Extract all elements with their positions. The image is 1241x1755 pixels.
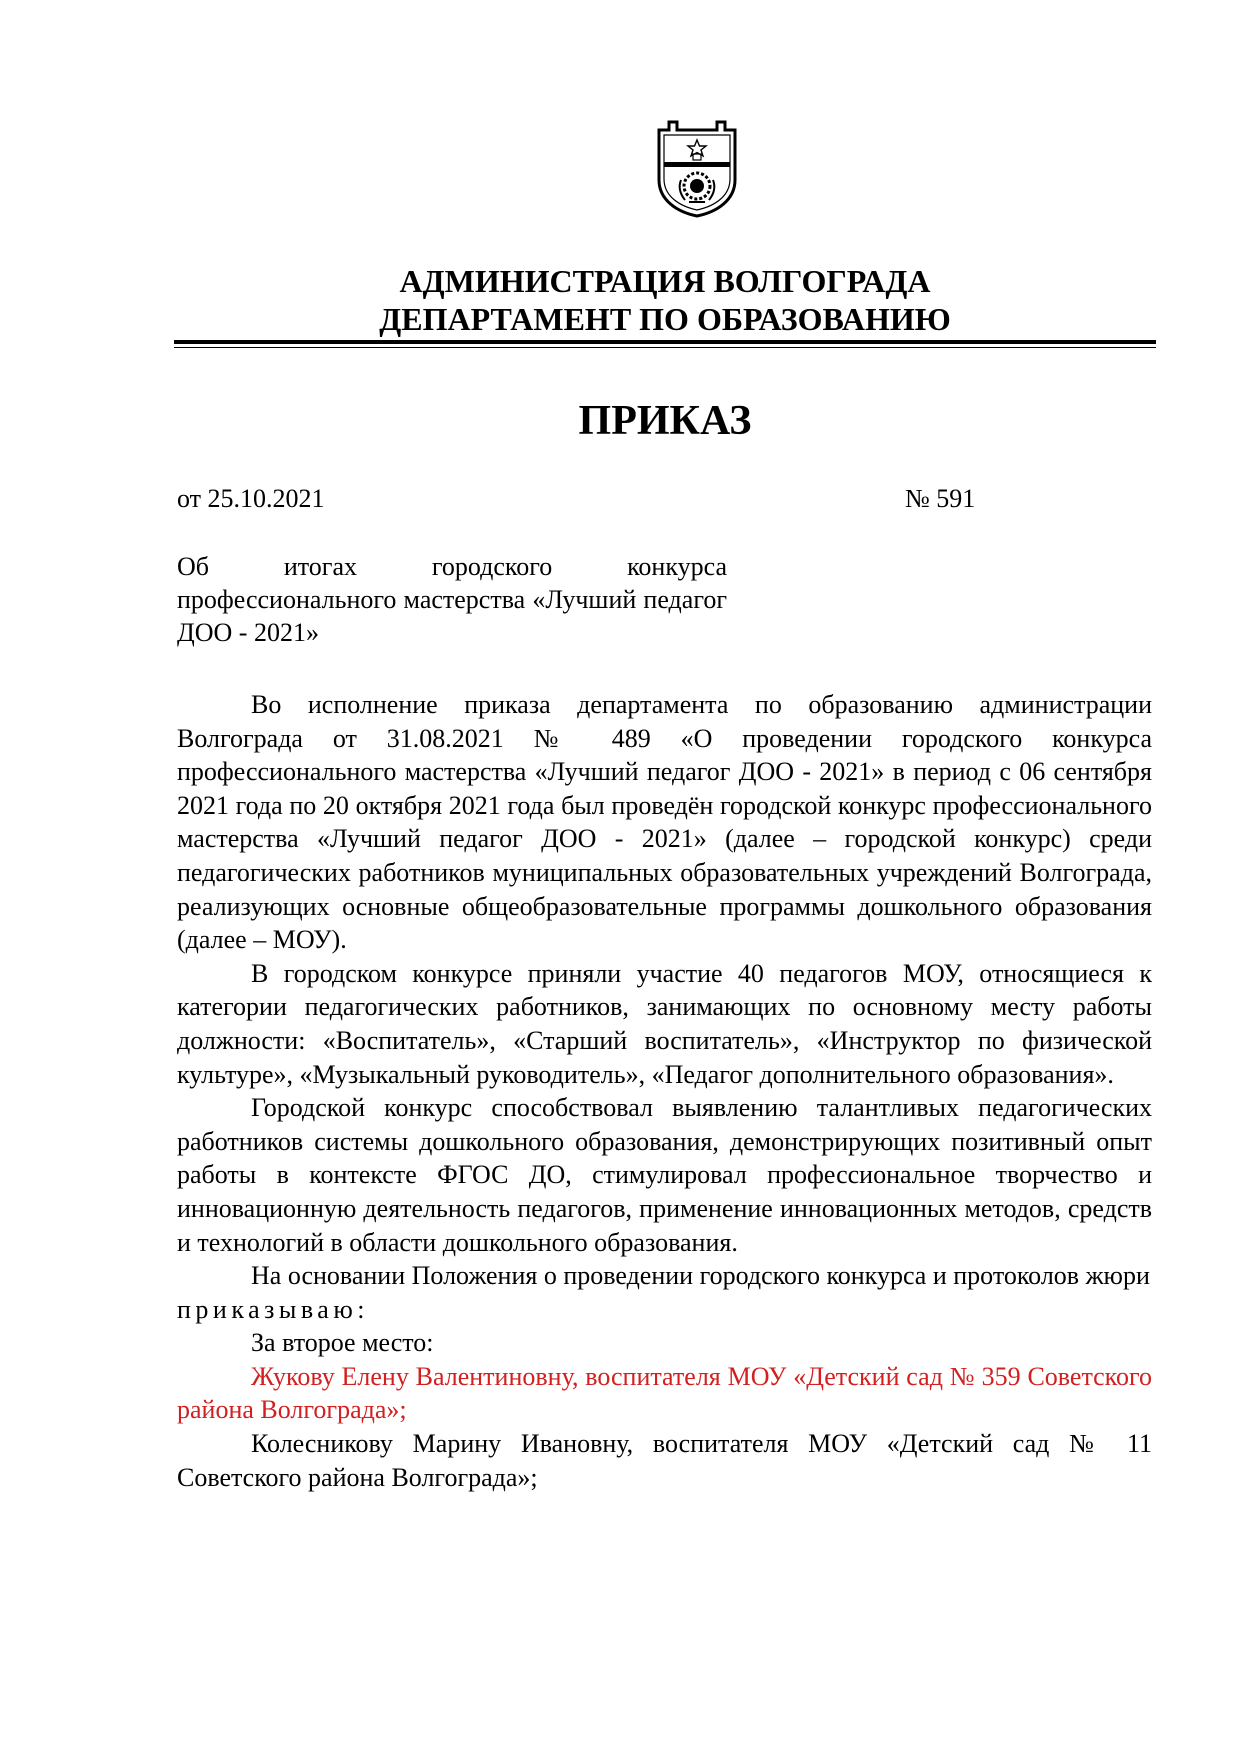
place-heading: За второе место: [251,1328,434,1358]
document-number: № 591 [905,484,976,513]
document-body [177,688,1152,1494]
winner-2: Колесникову Марину Ивановну, воспитателя МОУ «Детский сад № 11 Советского района Волгограда»; [177,1429,1152,1492]
winner-1: Жукову Елену Валентиновну, воспитателя МОУ «Детский сад № 359 Советского района Волгограда»; [177,1361,1152,1425]
header-department: ДЕПАРТАМЕНТ ПО ОБРАЗОВАНИЮ [379,301,951,337]
order-word: приказываю: [177,1294,369,1324]
volgograd-coat-of-arms-icon [655,118,739,218]
header-rule-thin [174,347,1156,348]
body-paragraph-3: Городской конкурс способствовал выявлению талантливых педагогических работников системы дошкольного образования, демонстрирующих позитивный опыт работы в контексте ФГОС ДО, стимулировал профессиональное творчество и инновационную деятельность педагогов, применение инновационных методов, средств и технологий в области дошкольного образования. [177,1093,1152,1257]
document-title: ПРИКАЗ [578,398,752,444]
body-paragraph-4: На основании Положения о проведении городского конкурса и протоколов жюри [251,1261,1150,1291]
document-subject: Об итогах городского конкурса профессионального мастерства «Лучший педагог ДОО - 2021» [177,552,727,647]
header-administration: АДМИНИСТРАЦИЯ ВОЛГОГРАДА [399,263,931,299]
header-rule-thick [174,340,1156,344]
document-date: от 25.10.2021 [177,484,325,513]
body-paragraph-2: В городском конкурсе приняли участие 40 педагогов МОУ, относящиеся к категории педагогических работников, занимающих по основному месту работы должности: «Воспитатель», «Старший воспитатель», «Инструктор по физической культуре», «Музыкальный руководитель», «Педагог дополнительного образования». [177,958,1152,1089]
body-paragraph-1: Во исполнение приказа департамента по образованию администрации Волгограда от 31.08.2021 № 489 «О проведении городского конкурса профессионального мастерства «Лучший педагог ДОО - 2021» в период с 06 сентября 2021 года по 20 октября 2021 года был проведён городской конкурс профессионального мастерства «Лучший педагог ДОО - 2021» (далее – городской конкурс) среди педагогических работников муниципальных образовательных учреждений Волгограда, реализующих основные общеобразовательные программы дошкольного образования (далее – МОУ). [177,690,1152,955]
